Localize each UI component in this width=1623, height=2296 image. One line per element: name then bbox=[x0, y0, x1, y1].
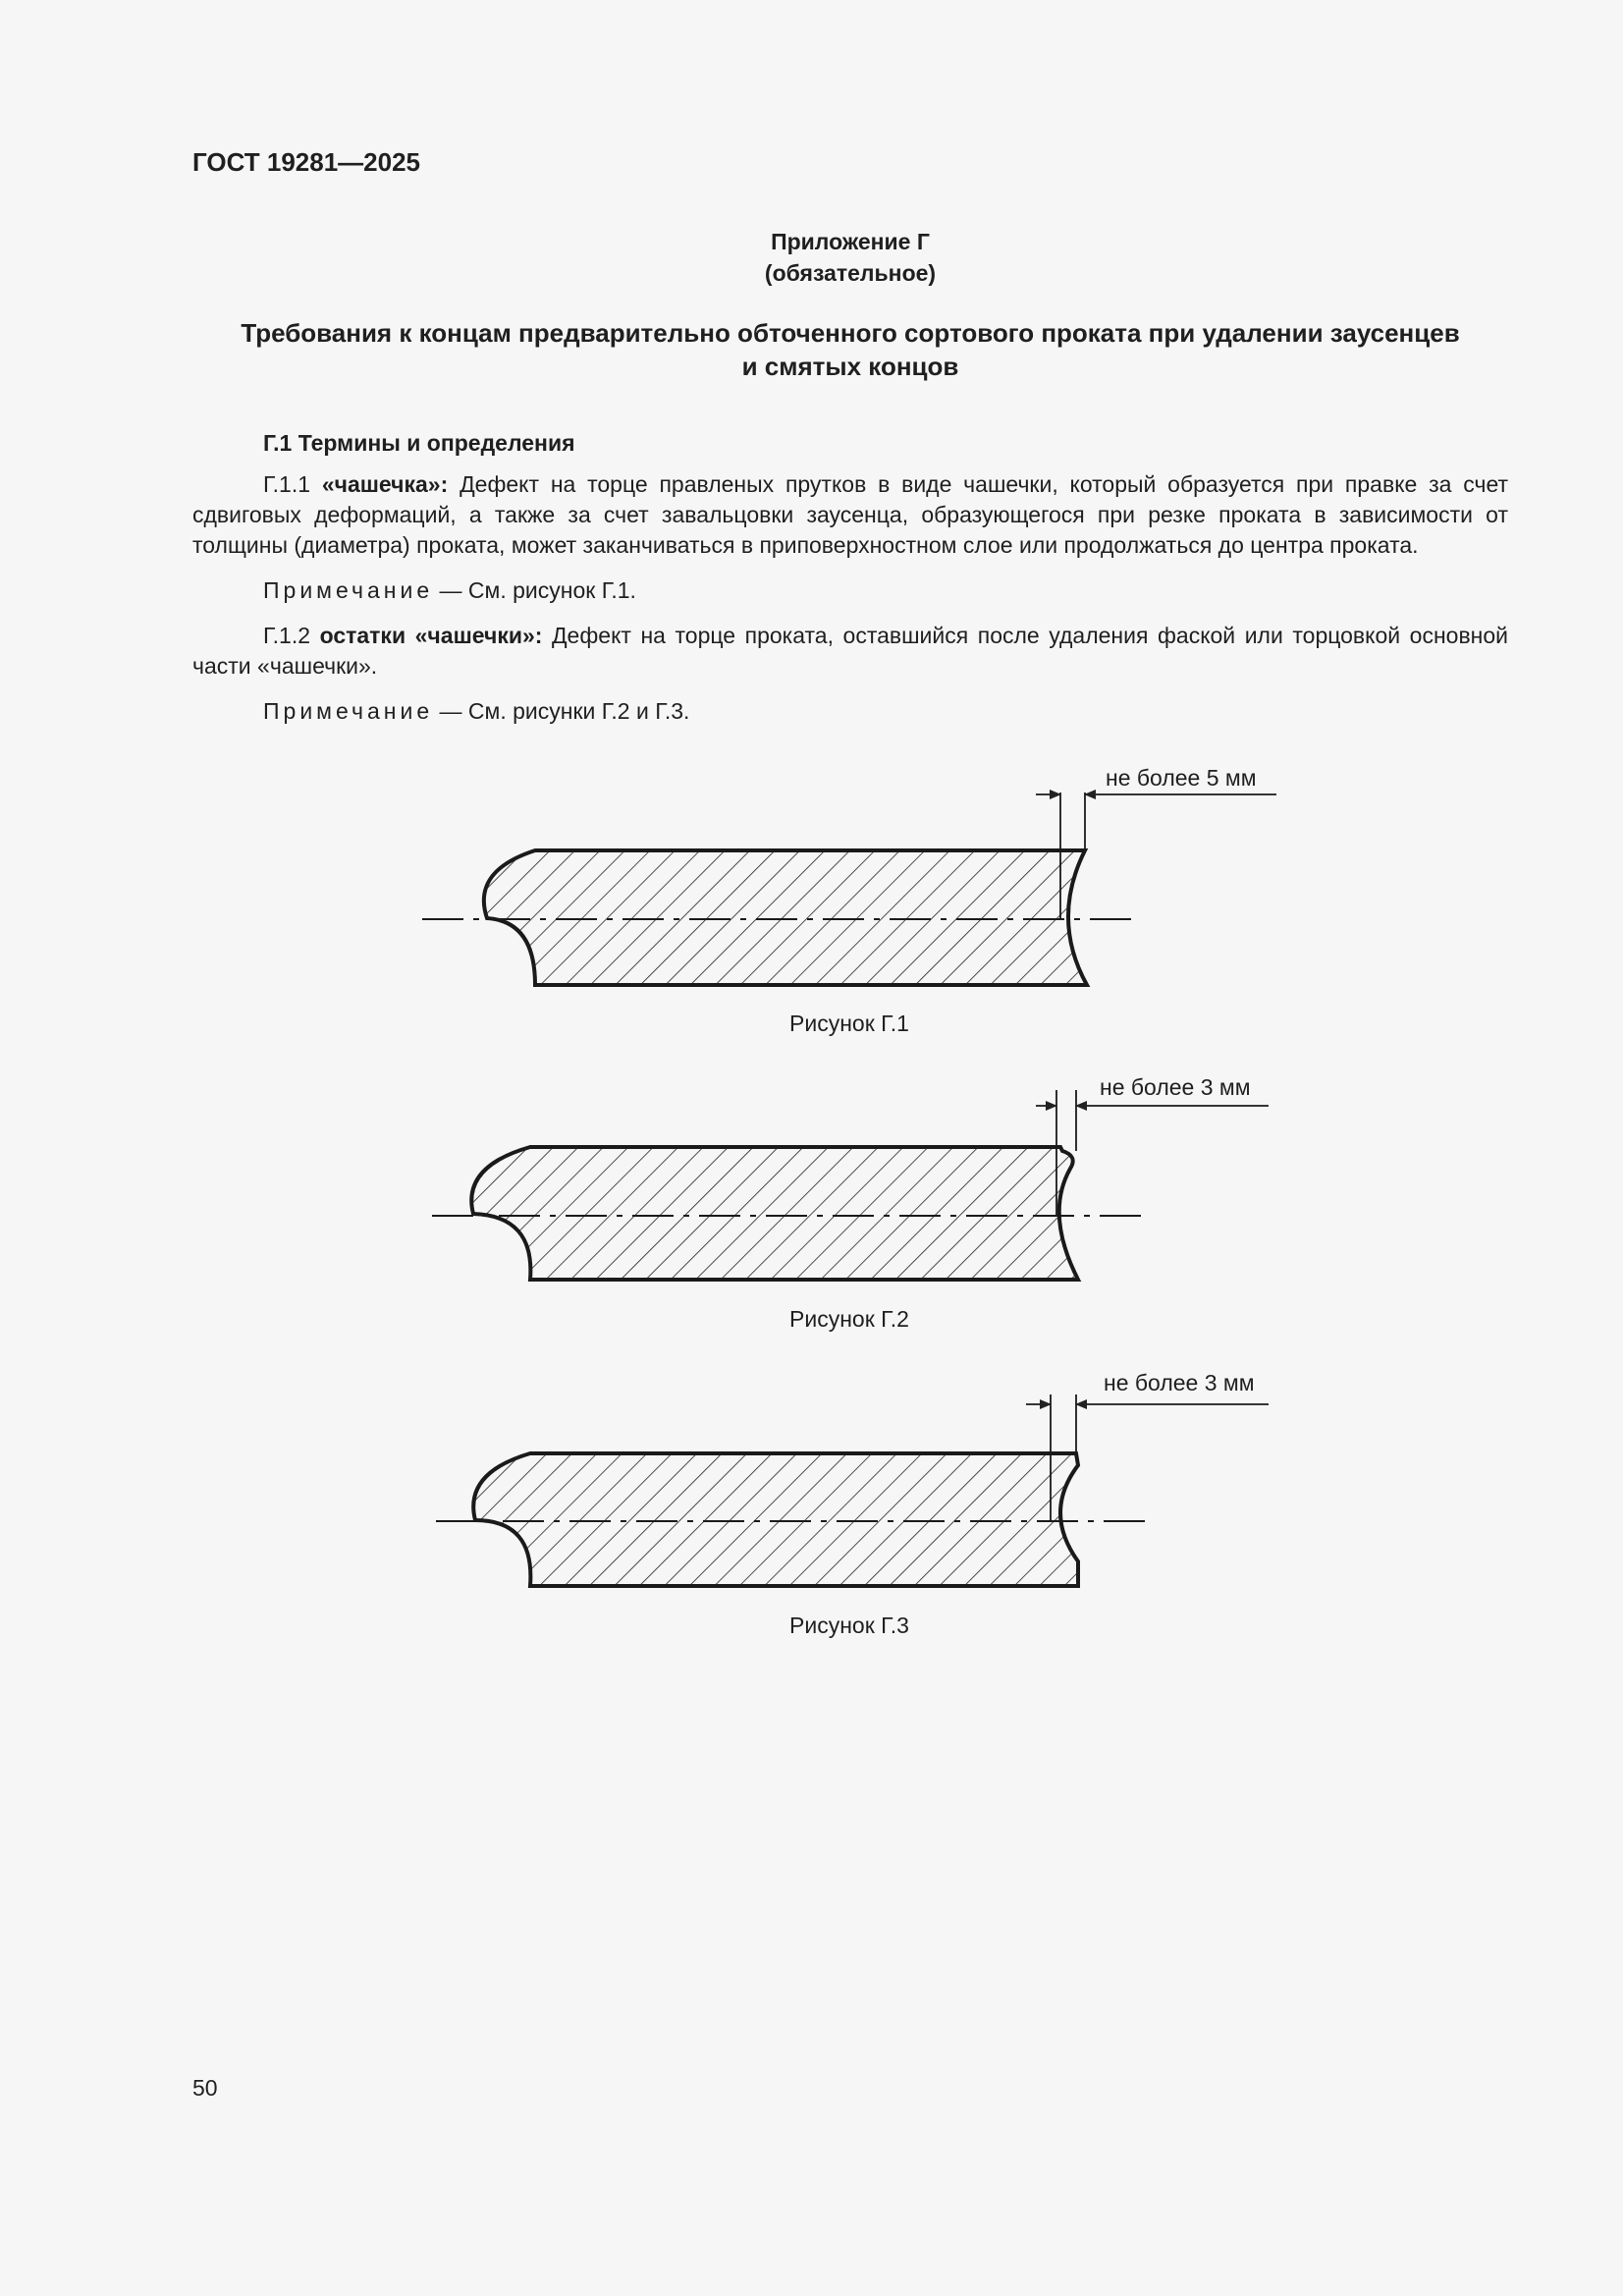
clause-number: Г.1.2 bbox=[263, 623, 311, 648]
definition: Дефект на торце проката, оставшийся после удаления фаской или торцовкой основной части «чашечки». bbox=[192, 623, 1509, 679]
page-number: 50 bbox=[192, 2075, 218, 2101]
annex-status: (обязательное) bbox=[764, 260, 937, 286]
annex-title-line-1: Требования к концам предварительно обточенного сортового проката при удалении заусенцев bbox=[241, 318, 1460, 348]
section-heading: Г.1 Термины и определения bbox=[263, 430, 575, 456]
note-label: Примечание bbox=[263, 577, 434, 603]
figure-2-drawing bbox=[432, 1090, 1269, 1280]
bar-section bbox=[471, 1147, 1078, 1280]
figure-3-caption: Рисунок Г.3 bbox=[789, 1613, 909, 1638]
figure-2-caption: Рисунок Г.2 bbox=[789, 1306, 909, 1332]
note-text: — См. рисунки Г.2 и Г.3. bbox=[433, 698, 690, 724]
term: остатки «чашечки»: bbox=[319, 623, 543, 648]
figure-2-dimension-label: не более 3 мм bbox=[1100, 1074, 1251, 1100]
term: «чашечка»: bbox=[321, 471, 449, 497]
bar-section bbox=[473, 1453, 1078, 1586]
document-id: ГОСТ 19281—2025 bbox=[192, 147, 420, 177]
clause-number: Г.1.1 bbox=[263, 471, 311, 497]
definition: Дефект на торце правленых прутков в виде чашечки, который образуется при правке за счет сдвиговых деформаций, а также за счет завальцовки заусенца, образующегося при резке проката в зависимости от толщины (диаметра) проката, может заканчиваться в приповерхностном слое или продолжаться до центра проката. bbox=[192, 471, 1509, 558]
figure-1-dimension-label: не более 5 мм bbox=[1106, 765, 1257, 791]
annex-label: Приложение Г bbox=[771, 229, 930, 254]
note-label: Примечание bbox=[263, 698, 434, 724]
figure-3-drawing bbox=[436, 1394, 1269, 1586]
note-text: — См. рисунок Г.1. bbox=[433, 577, 636, 603]
figure-3-dimension-label: не более 3 мм bbox=[1104, 1370, 1255, 1395]
figure-1-caption: Рисунок Г.1 bbox=[789, 1011, 909, 1036]
bar-section bbox=[484, 850, 1087, 985]
annex-title-line-2: и смятых концов bbox=[741, 352, 959, 381]
figure-1-drawing bbox=[422, 793, 1276, 985]
